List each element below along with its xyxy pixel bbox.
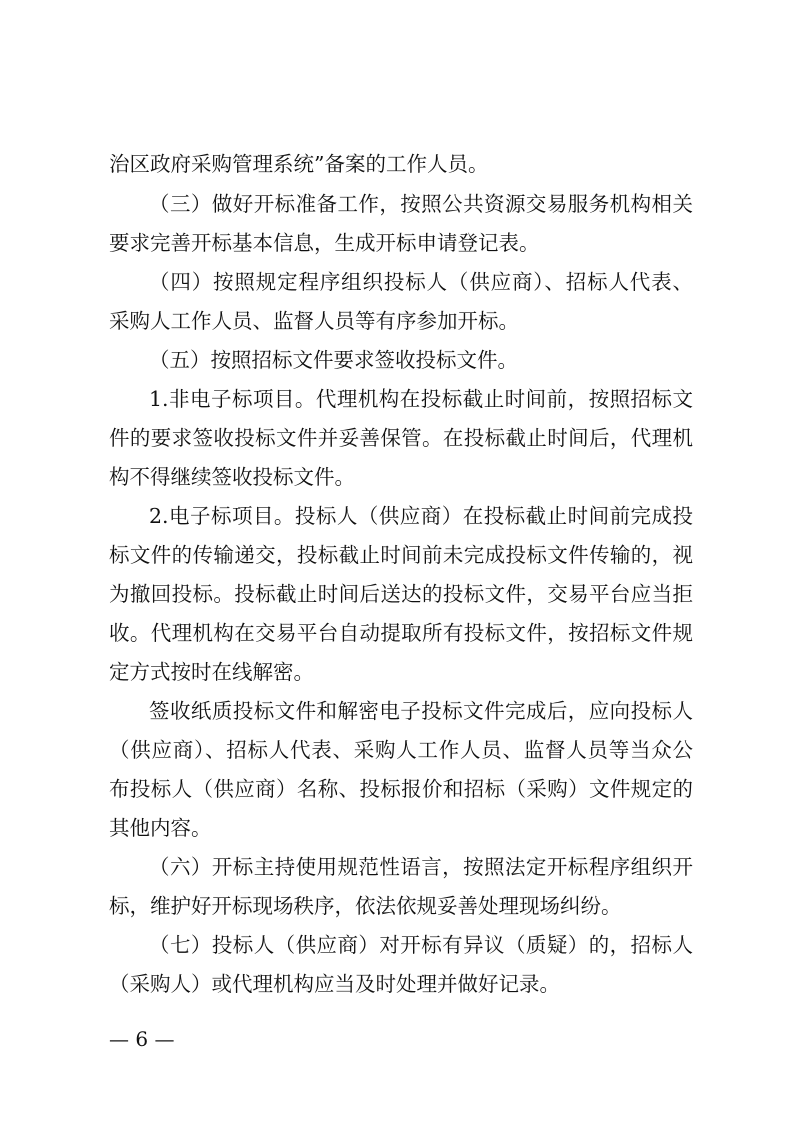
text-line: 标，维护好开标现场秩序，依法依规妥善处理现场纠纷。 xyxy=(109,894,622,918)
text-line: 为撤回投标。投标截止时间后送达的投标文件，交易平台应当拒 xyxy=(109,582,693,606)
text-line: 签收纸质投标文件和解密电子投标文件完成后，应向投标人 xyxy=(149,699,693,723)
text-line: 采购人工作人员、监督人员等有序参加开标。 xyxy=(109,309,519,333)
text-line: 标文件的传输递交，投标截止时间前未完成投标文件传输的，视 xyxy=(109,543,693,567)
text-line: 定方式按时在线解密。 xyxy=(109,660,314,684)
text-line: 构不得继续签收投标文件。 xyxy=(109,465,355,489)
text-line: （七）投标人（供应商）对开标有异议（质疑）的，招标人 xyxy=(149,933,693,957)
text-line: 收。代理机构在交易平台自动提取所有投标文件，按招标文件规 xyxy=(109,621,693,645)
text-line: 布投标人（供应商）名称、投标报价和招标（采购）文件规定的 xyxy=(109,777,693,801)
text-line: （六）开标主持使用规范性语言，按照法定开标程序组织开 xyxy=(149,855,693,879)
text-line: 要求完善开标基本信息，生成开标申请登记表。 xyxy=(109,231,540,255)
text-line: 件的要求签收投标文件并妥善保管。在投标截止时间后，代理机 xyxy=(109,426,693,450)
text-line: 其他内容。 xyxy=(109,816,212,840)
text-line: 治区政府采购管理系统”备案的工作人员。 xyxy=(109,152,489,176)
text-line: （四）按照规定程序组织投标人（供应商）、招标人代表、 xyxy=(149,270,693,294)
page-number: — 6 — xyxy=(109,1027,175,1051)
text-line: （供应商）、招标人代表、采购人工作人员、监督人员等当众公 xyxy=(109,738,693,762)
text-line: （五）按照招标文件要求签收投标文件。 xyxy=(149,348,518,372)
text-line: （采购人）或代理机构应当及时处理并做好记录。 xyxy=(109,972,560,996)
text-line: （三）做好开标准备工作，按照公共资源交易服务机构相关 xyxy=(149,192,693,216)
text-line: 2.电子标项目。投标人（供应商）在投标截止时间前完成投 xyxy=(149,504,693,528)
text-line: 1.非电子标项目。代理机构在投标截止时间前，按照招标文 xyxy=(149,387,693,411)
